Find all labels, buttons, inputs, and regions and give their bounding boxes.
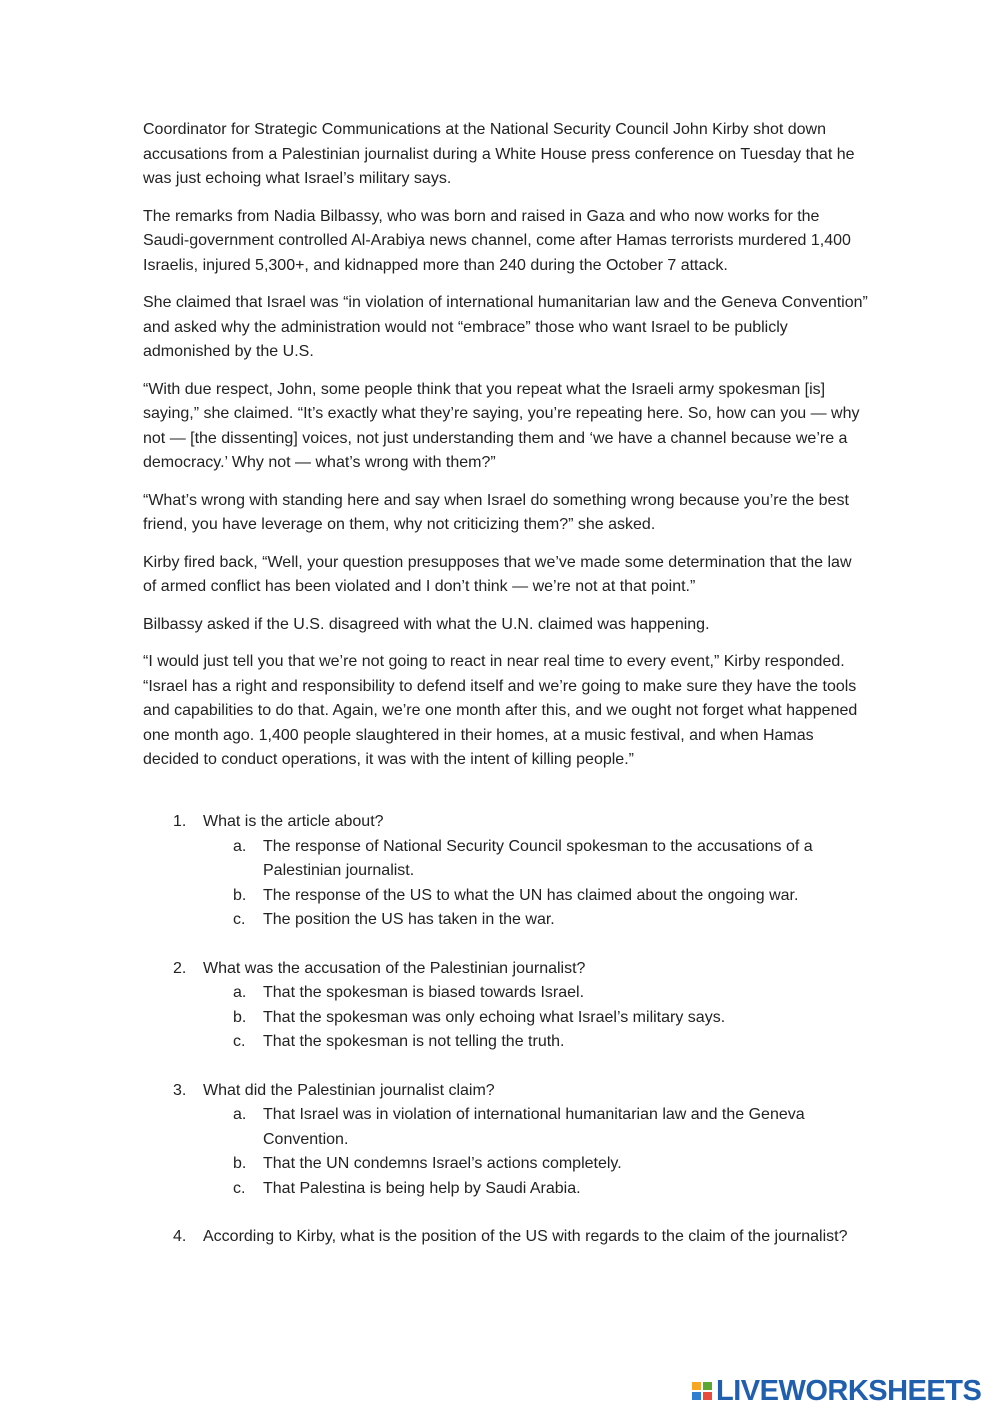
option-letter: c. (233, 1179, 246, 1197)
option-letter: a. (233, 837, 247, 855)
question-item (143, 810, 868, 933)
answer-option[interactable] (143, 1177, 868, 1202)
answer-option[interactable] (143, 1103, 868, 1152)
logo-block-l (692, 1382, 701, 1390)
option-letter: b. (233, 886, 247, 904)
liveworksheets-logo[interactable] (692, 1374, 981, 1408)
option-text: That Israel was in violation of international humanitarian law and the Geneva Convention. (263, 1106, 805, 1148)
question-text: What is the article about? (203, 813, 384, 830)
logo-blocks-icon (692, 1382, 712, 1400)
option-text: That the UN condemns Israel’s actions completely. (263, 1155, 622, 1172)
question-number: 2. (173, 959, 187, 977)
question-item (143, 957, 868, 1055)
answer-options (143, 835, 868, 933)
option-text: That the spokesman is not telling the truth. (263, 1033, 565, 1050)
answer-option[interactable] (143, 981, 868, 1006)
article-paragraph: “With due respect, John, some people think that you repeat what the Israeli army spokesman [is] saying,” she claimed. “It’s exactly what they’re saying, you’re repeating here. So, how can you — why not — [the dissenting] voices, not just understanding them and ‘we have a channel because we’re a democracy.’ Why not — what’s wrong with them?” (143, 380, 860, 471)
question-text: What was the accusation of the Palestinian journalist? (203, 959, 586, 977)
logo-block-e (703, 1392, 712, 1400)
answer-options (143, 1103, 868, 1201)
article-paragraph: “What’s wrong with standing here and say when Israel do something wrong because you’re the best friend, you have leverage on them, why not criticizing them?” she asked. (143, 491, 849, 533)
answer-option[interactable] (143, 835, 868, 884)
logo-block-v (692, 1392, 701, 1400)
answer-option[interactable] (143, 908, 868, 933)
question-list (143, 810, 868, 1274)
answer-option[interactable] (143, 1006, 868, 1031)
article-paragraph: Coordinator for Strategic Communications at the National Security Council John Kirby shot down accusations from a Palestinian journalist during a White House press conference on Tuesday that he was just echoing what Israel’s military says. (143, 121, 855, 187)
logo-text: LIVEWORKSHEETS (716, 1375, 982, 1407)
option-text: The response of National Security Council spokesman to the accusations of a Palestinian journalist. (263, 837, 813, 879)
question-number: 3. (173, 1081, 187, 1099)
option-text: That Palestina is being help by Saudi Arabia. (263, 1179, 581, 1197)
option-letter: a. (233, 1106, 247, 1123)
question-text: According to Kirby, what is the position of the US with regards to the claim of the journalist? (203, 1228, 848, 1245)
option-text: The response of the US to what the UN has claimed about the ongoing war. (263, 886, 799, 904)
answer-option[interactable] (143, 884, 868, 909)
option-letter: a. (233, 984, 247, 1001)
answer-option[interactable] (143, 1030, 868, 1055)
article-paragraph: “I would just tell you that we’re not going to react in near real time to every event,” Kirby responded. “Israel has a right and responsibility to defend itself and we’re going to make sure they have the tools and capabilities to do that. Again, we’re one month after this, and we ought not forget what happened one month ago. 1,400 people slaughtered in their homes, at a music festival, and when Hamas decided to conduct operations, it was with the intent of killing people.” (143, 653, 858, 768)
question-number: 1. (173, 813, 187, 830)
option-text: That the spokesman is biased towards Israel. (263, 984, 585, 1001)
logo-block-i (703, 1382, 712, 1390)
option-letter: b. (233, 1008, 247, 1026)
option-letter: c. (233, 1033, 246, 1050)
question-item (143, 1225, 868, 1250)
option-letter: c. (233, 911, 246, 928)
article-paragraph: Bilbassy asked if the U.S. disagreed with what the U.N. claimed was happening. (143, 615, 710, 633)
question-item (143, 1079, 868, 1202)
option-text: That the spokesman was only echoing what Israel’s military says. (263, 1008, 726, 1026)
article-paragraph: The remarks from Nadia Bilbassy, who was born and raised in Gaza and who now works for the Saudi-government controlled Al-Arabiya news channel, come after Hamas terrorists murdered 1,400 Israelis, injured 5,300+, and kidnapped more than 240 during the October 7 attack. (143, 207, 851, 274)
article-body (143, 118, 868, 786)
answer-options (143, 981, 868, 1055)
option-text: The position the US has taken in the war. (263, 911, 555, 928)
answer-option[interactable] (143, 1152, 868, 1177)
article-paragraph: She claimed that Israel was “in violation of international humanitarian law and the Geneva Convention” and asked why the administration would not “embrace” those who want Israel to be publicly admonished by the U.S. (143, 294, 868, 360)
question-number: 4. (173, 1228, 187, 1245)
article-paragraph: Kirby fired back, “Well, your question presupposes that we’ve made some determination that the law of armed conflict has been violated and I don’t think — we’re not at that point.” (143, 553, 852, 595)
question-text: What did the Palestinian journalist claim? (203, 1081, 495, 1099)
option-letter: b. (233, 1155, 247, 1172)
